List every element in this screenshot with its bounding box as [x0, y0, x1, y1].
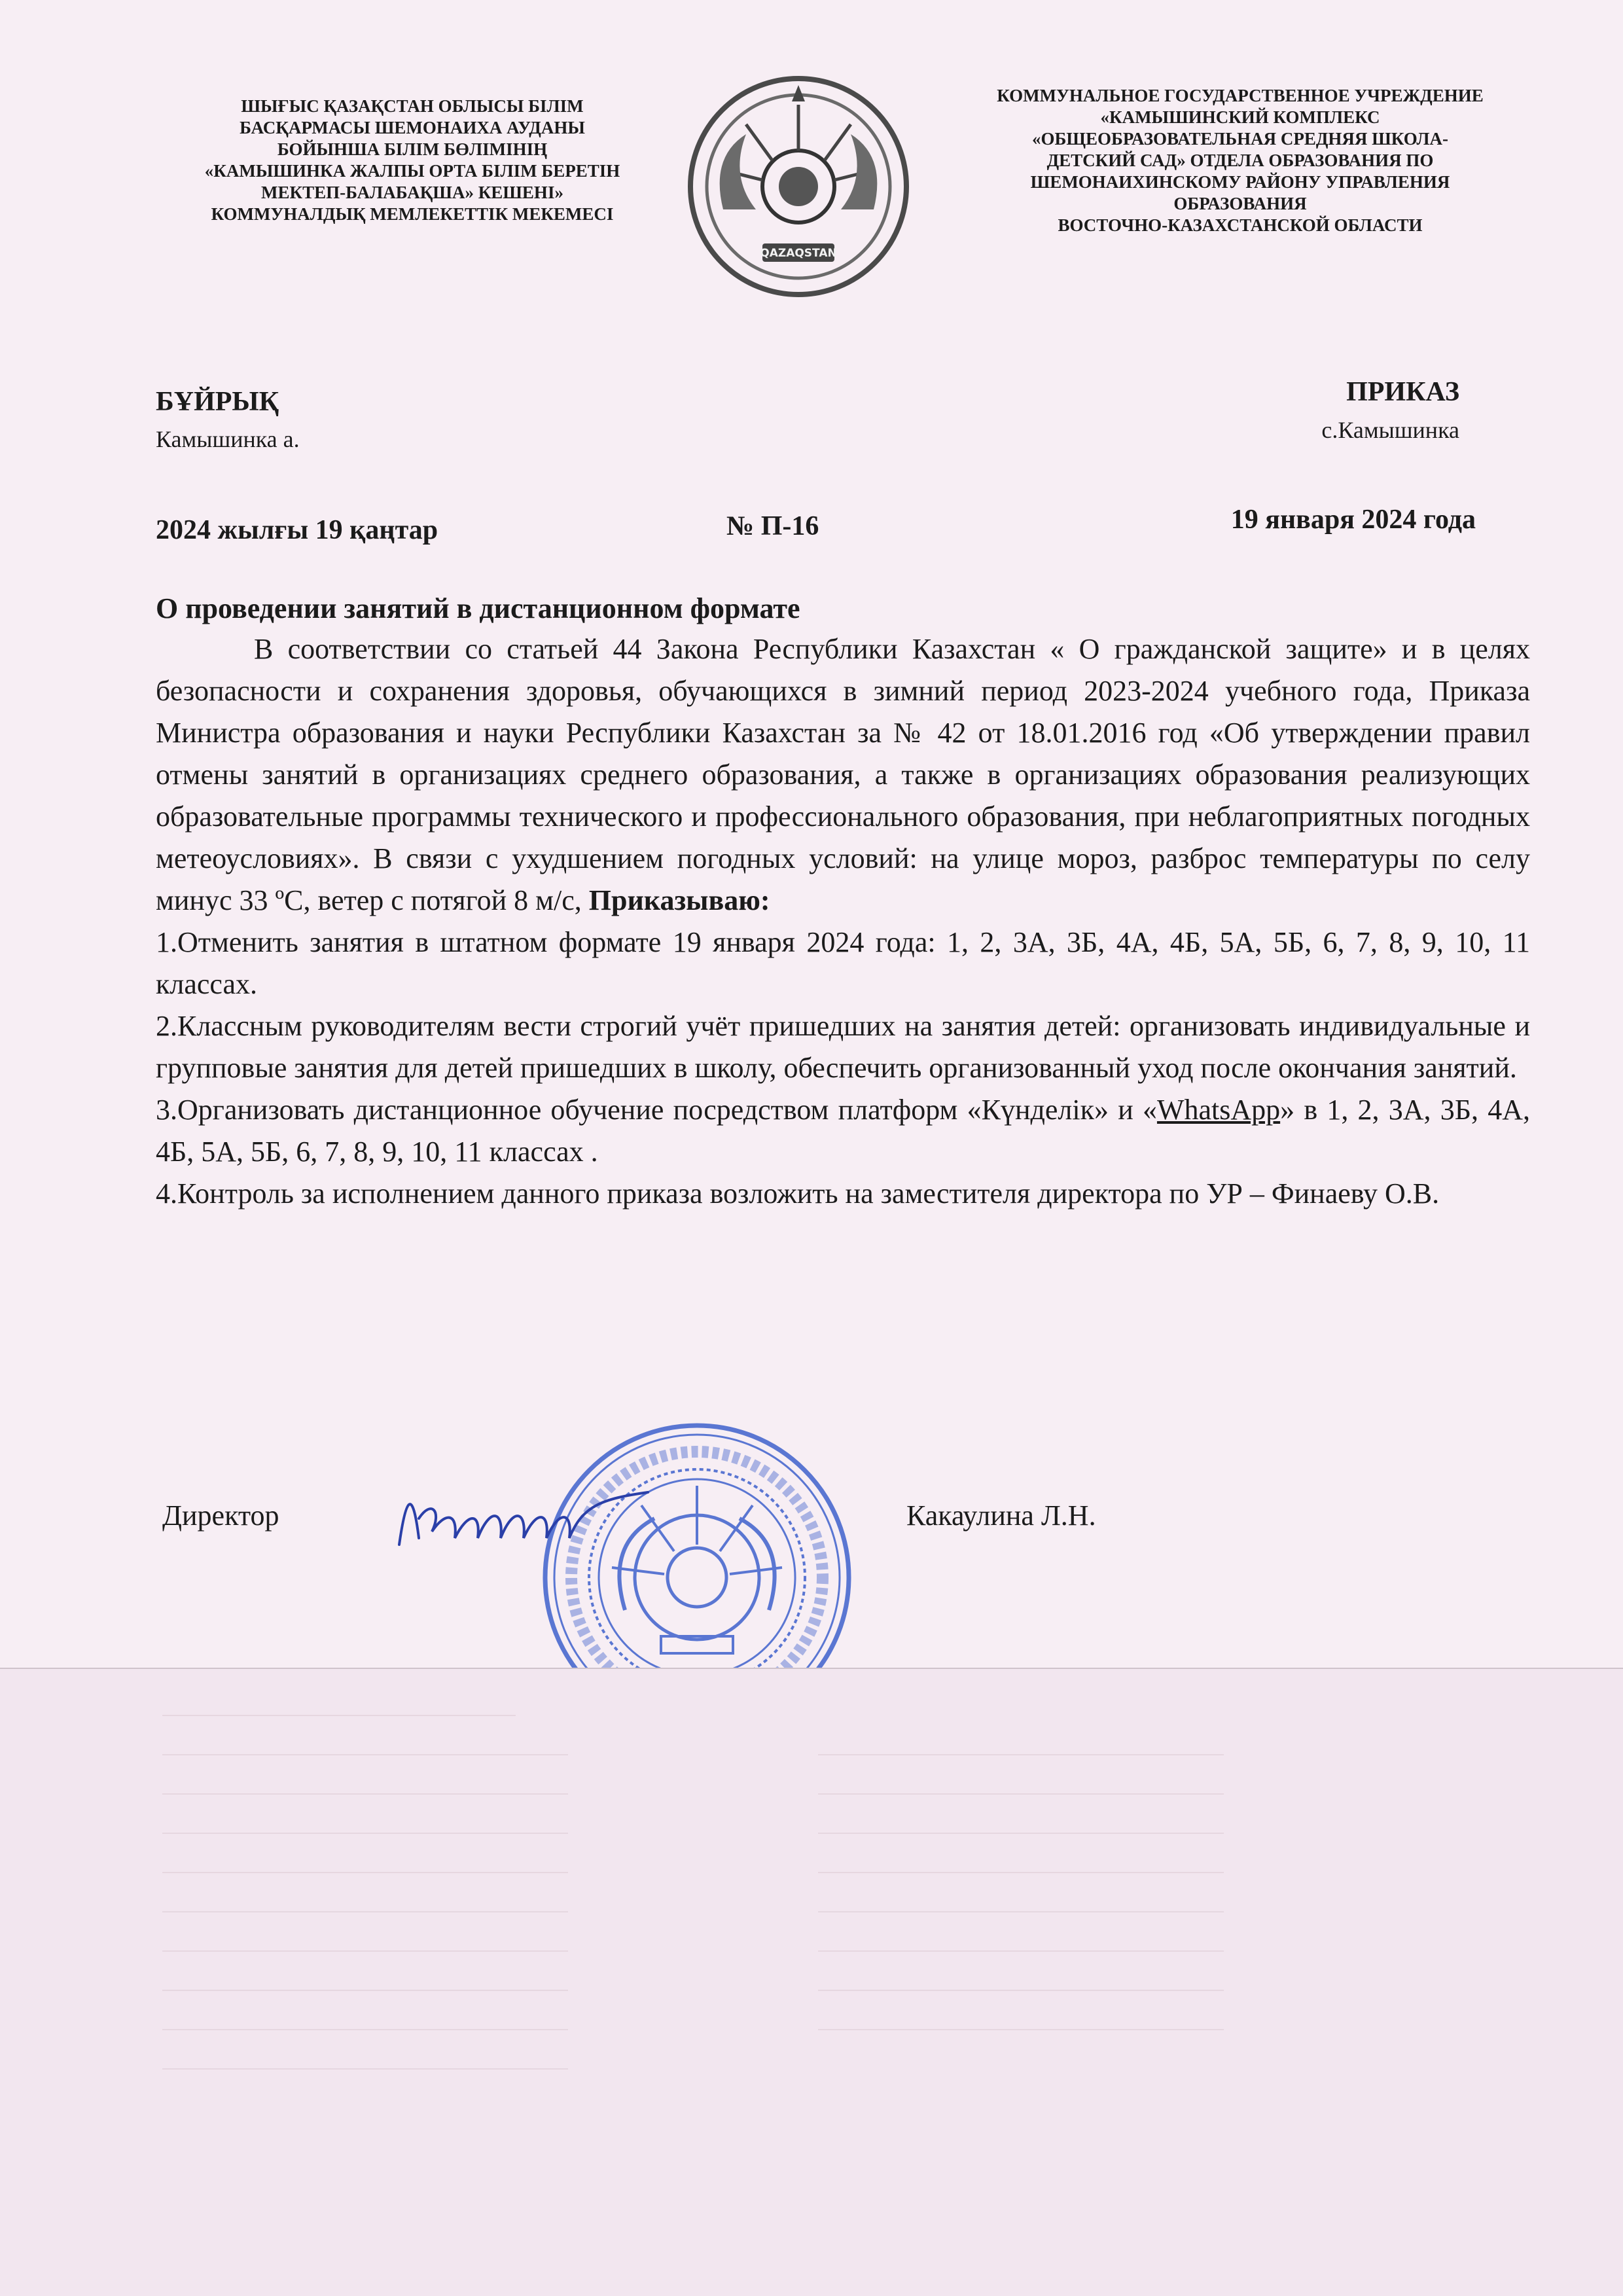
right-org-line: ШЕМОНАИХИНСКОМУ РАЙОНУ УПРАВЛЕНИЯ	[1030, 172, 1450, 192]
faint-line	[818, 1990, 1224, 1991]
faint-line	[818, 1793, 1224, 1795]
order-subject: О проведении занятий в дистанционном формате	[156, 592, 800, 624]
left-org-line: МЕКТЕП-БАЛАБАҚША» КЕШЕНІ»	[261, 183, 563, 202]
faint-line	[818, 2029, 1224, 2030]
left-org-line: БАСҚАРМАСЫ ШЕМОНАИХА АУДАНЫ	[240, 118, 585, 137]
right-org-line: ДЕТСКИЙ САД» ОТДЕЛА ОБРАЗОВАНИЯ ПО	[1046, 151, 1434, 170]
faint-line	[162, 1793, 568, 1795]
faint-line	[818, 1911, 1224, 1912]
order-title-ru: ПРИКАЗ	[1346, 377, 1459, 407]
order-item-2: 2.Классным руководителям вести строгий учёт пришедших на занятия детей: организовать индивидуальные и групповые занятия для детей пришедших в школу, обеспечить организованный уход после окончания занятий.	[156, 1010, 1530, 1084]
whatsapp-link[interactable]: WhatsApp	[1156, 1094, 1281, 1126]
order-item-1: 1.Отменить занятия в штатном формате 19 января 2024 года: 1, 2, 3А, 3Б, 4А, 4Б, 5А, 5Б, 6, 7, 8, 9, 10, 11 классах.	[156, 926, 1530, 1000]
left-org-line: КОММУНАЛДЫҚ МЕМЛЕКЕТТІК МЕКЕМЕСІ	[211, 204, 614, 224]
faint-line	[162, 1715, 516, 1716]
lower-faded-area	[0, 1669, 1623, 2296]
director-name: Какаулина Л.Н.	[906, 1499, 1096, 1532]
handwritten-signature-icon	[386, 1473, 661, 1571]
header-right-org	[913, 85, 1567, 236]
order-place-ru: с.Камышинка	[1321, 417, 1459, 443]
left-org-line: «КАМЫШИНКА ЖАЛПЫ ОРТА БІЛІМ БЕРЕТІН	[204, 161, 620, 181]
faint-line	[162, 1950, 568, 1952]
item3-text-b: » в 1, 2, 3А, 3Б, 4А, 4Б, 5А, 5Б, 6, 7, 8, 9, 10, 11 классах .	[156, 1094, 1530, 1168]
order-item-4: 4.Контроль за исполнением данного приказа возложить на заместителя директора по УР – Финаеву О.В.	[156, 1177, 1440, 1210]
right-org-line: КОММУНАЛЬНОЕ ГОСУДАРСТВЕННОЕ УЧРЕЖДЕНИЕ	[997, 86, 1484, 105]
faint-line	[818, 1872, 1224, 1873]
right-org-line: ОБРАЗОВАНИЯ	[1173, 194, 1307, 213]
order-body	[156, 589, 1530, 1215]
faint-line	[818, 1950, 1224, 1952]
emblem-caption: QAZAQSTAN	[760, 247, 837, 260]
order-date-kz: 2024 жылғы 19 қаңтар	[156, 515, 438, 545]
right-org-line: «ОБЩЕОБРАЗОВАТЕЛЬНАЯ СРЕДНЯЯ ШКОЛА-	[1032, 129, 1448, 149]
left-org-line: БОЙЫНША БІЛІМ БӨЛІМІНІҢ	[277, 139, 548, 159]
state-emblem-icon	[684, 72, 913, 301]
faint-line	[162, 1911, 568, 1912]
faint-line	[162, 1833, 568, 1834]
faint-line	[162, 2068, 568, 2070]
director-role: Директор	[162, 1499, 279, 1532]
order-number: № П-16	[726, 511, 819, 541]
order-place-kz: Камышинка а.	[156, 426, 300, 452]
header-left-org	[151, 96, 674, 225]
order-date-ru: 19 января 2024 года	[1230, 505, 1476, 535]
order-item-3	[156, 1089, 1530, 1173]
page-fold-line	[0, 1668, 1623, 1669]
faint-line	[162, 1872, 568, 1873]
left-org-line: ШЫҒЫС ҚАЗАҚСТАН ОБЛЫСЫ БІЛІМ	[241, 96, 584, 116]
faint-line	[162, 1754, 568, 1755]
order-word: Приказываю:	[588, 884, 770, 916]
faint-line	[162, 2029, 568, 2030]
faint-line	[818, 1833, 1224, 1834]
preamble-paragraph	[156, 628, 1530, 922]
right-org-line: ВОСТОЧНО-КАЗАХСТАНСКОЙ ОБЛАСТИ	[1058, 215, 1423, 235]
item3-text-a: 3.Организовать дистанционное обучение посредством платформ «Күнделік» и «	[156, 1094, 1157, 1126]
right-org-line: «КАМЫШИНСКИЙ КОМПЛЕКС	[1100, 107, 1380, 127]
preamble-text: В соответствии со статьей 44 Закона Республики Казахстан « О гражданской защите» и в целях безопасности и сохранения здоровья, обучающихся в зимний период 2023-2024 учебного года, Приказа Министра образования и науки Республики Казахстан за № 42 от 18.01.2016 год «Об утверждении правил отмены занятий в организациях среднего образования, а также в организациях образования реализующих образовательные программы технического и профессионального образования, при неблагоприятных погодных метеоусловиях». В связи с ухудшением погодных условий: на улице мороз, разброс температуры по селу минус 33 ºС, ветер с потягой 8 м/с,	[156, 633, 1530, 916]
order-title-kz: БҰЙРЫҚ	[156, 387, 279, 417]
faint-line	[162, 1990, 568, 1991]
faint-line	[818, 1754, 1224, 1755]
